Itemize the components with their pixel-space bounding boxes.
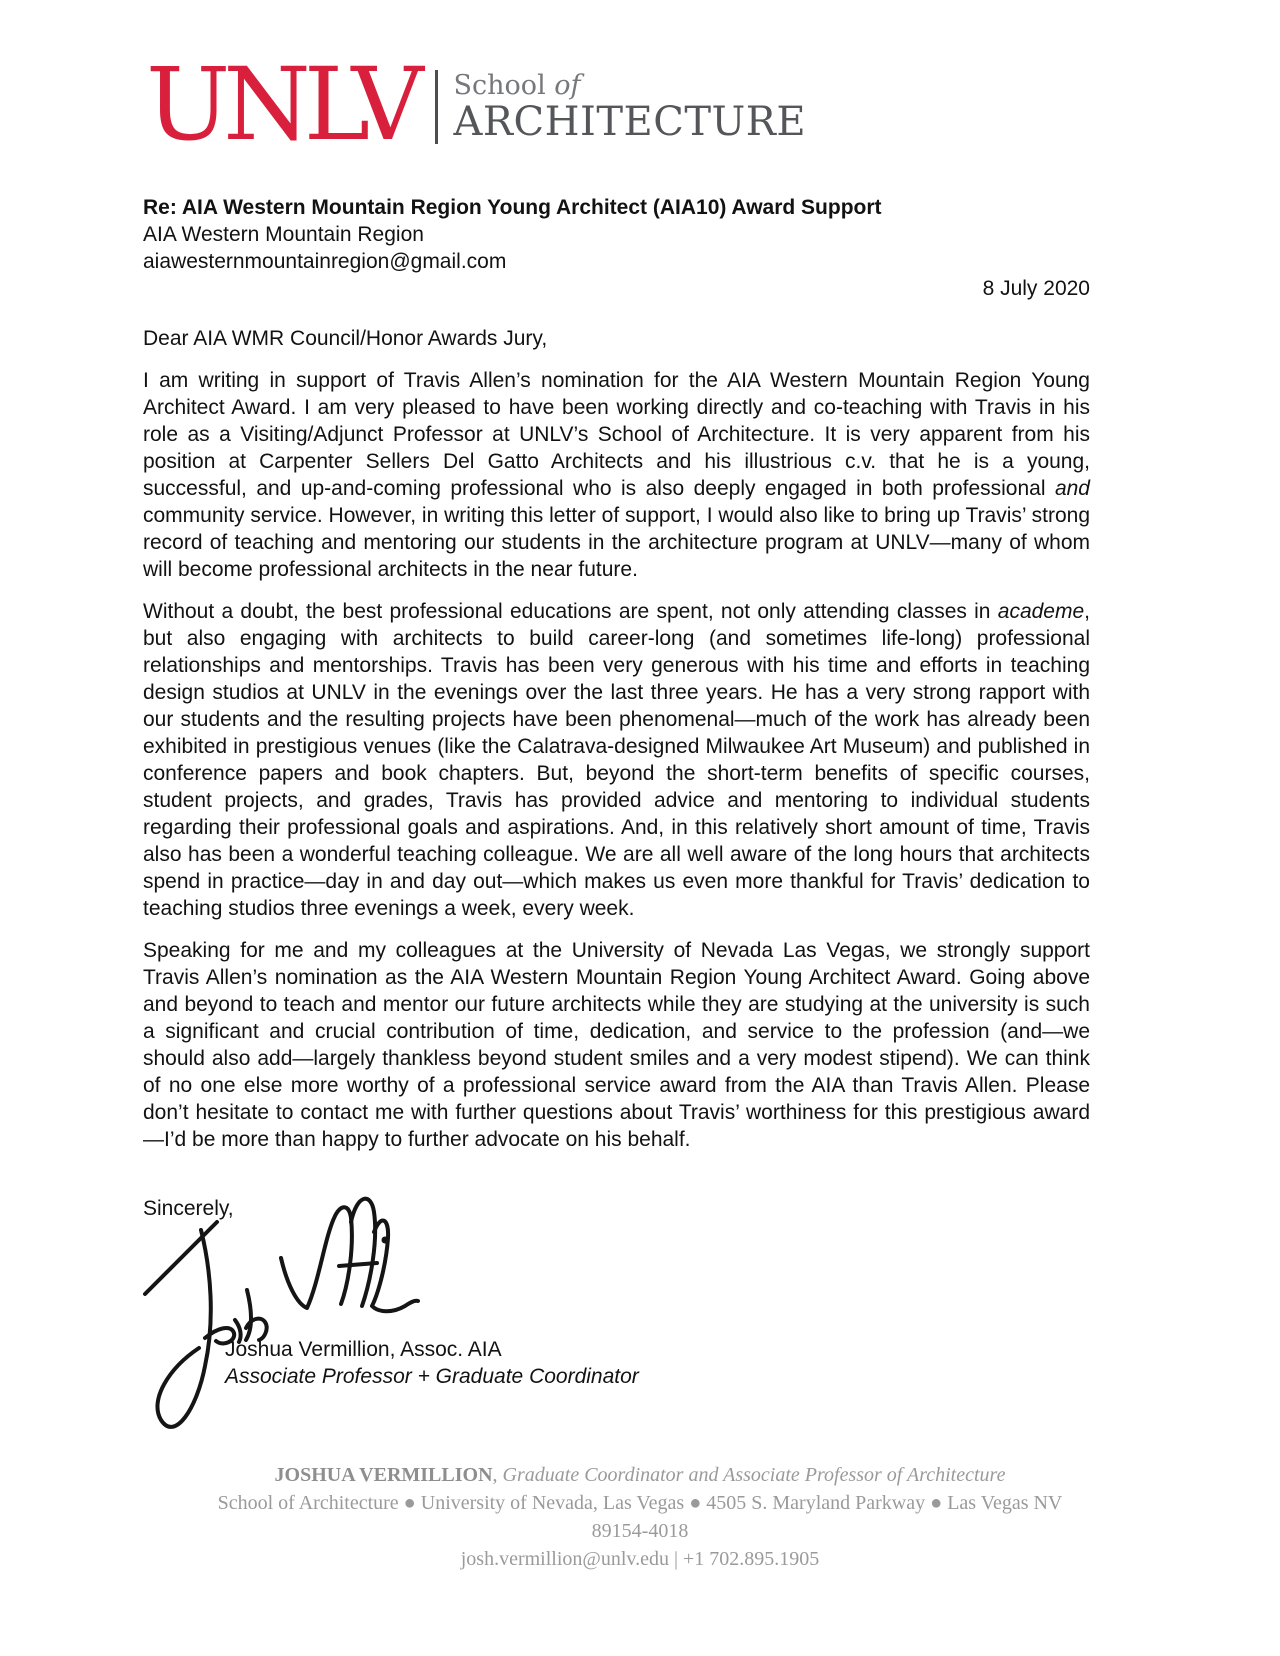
footer-zip-line: 89154-4018 xyxy=(591,1520,689,1542)
footer-name-title-line xyxy=(0,1461,1280,1489)
unlv-architecture-logo xyxy=(146,46,1280,163)
recipient-email: aiawesternmountainregion@gmail.com xyxy=(143,250,507,273)
greeting: Dear AIA WMR Council/Honor Awards Jury, xyxy=(143,327,548,350)
letter-date: 8 July 2020 xyxy=(982,277,1090,300)
footer-name-separator: , xyxy=(492,1464,503,1486)
handwritten-signature-image xyxy=(135,1170,420,1440)
paragraph-1-text-cont: community service. However, in writing this letter of support, I would also like to bring up Travis’ strong record of teaching and mentoring our students in the architecture program at UNLV—many of whom will become professional architects in the near future. xyxy=(143,504,1090,581)
paragraph-2-text: Without a doubt, the best professional educations are spent, not only attending classes in xyxy=(143,600,998,623)
paragraph-1 xyxy=(143,367,1090,583)
unlv-wordmark: UNLV xyxy=(146,46,417,163)
logo-architecture-text: ARCHITECTURE xyxy=(453,99,807,145)
logo-school-block xyxy=(454,66,806,144)
footer-contact-line: josh.vermillion@unlv.edu | +1 702.895.1905 xyxy=(460,1548,820,1570)
paragraph-2-text-cont: , but also engaging with architects to build career-long (and sometimes life-long) professional relationships and mentorships. Travis has been very generous with his time and efforts in teaching design studios at UNLV in the evenings over the last three years. He has a very strong rapport with our students and the resulting projects have been phenomenal—much of the work has already been exhibited in prestigious venues (like the Calatrava-designed Milwaukee Art Museum) and published in conference papers and book chapters. But, beyond the short-term benefits of specific courses, student projects, and grades, Travis has provided advice and mentoring to individual students regarding their professional goals and aspirations. And, in this relatively short amount of time, Travis also has been a wonderful teaching colleague. We are all well aware of the long hours that architects spend in practice—day in and day out—which makes us even more thankful for Travis’ dedication to teaching studios three evenings a week, every week. xyxy=(143,600,1090,920)
closing-salutation: Sincerely, xyxy=(143,1197,234,1220)
signer-name: Joshua Vermillion, Assoc. AIA xyxy=(225,1338,502,1361)
logo-of-text: of xyxy=(554,70,581,101)
signature-section xyxy=(143,1195,1090,1390)
paragraph-2 xyxy=(143,598,1090,922)
letterhead-footer xyxy=(0,1461,1280,1573)
paragraph-1-emphasis: and xyxy=(1054,477,1090,500)
paragraph-2-emphasis: academe xyxy=(997,600,1085,623)
letter-body xyxy=(143,194,1090,1390)
subject-line: Re: AIA Western Mountain Region Young Architect (AIA10) Award Support xyxy=(143,196,882,219)
logo-divider xyxy=(435,70,438,144)
footer-address-line: School of Architecture ● University of Nevada, Las Vegas ● 4505 S. Maryland Parkway ● Las Vegas NV xyxy=(217,1492,1063,1514)
paragraph-3: Speaking for me and my colleagues at the University of Nevada Las Vegas, we strongly support Travis Allen’s nomination as the AIA Western Mountain Region Young Architect Award. Going above and beyond to teach and mentor our future architects while they are studying at the university is such a significant and crucial contribution of time, dedication, and service to the profession (and—we should also add—largely thankless beyond student smiles and a very modest stipend). We can think of no one else more worthy of a professional service award from the AIA than Travis Allen. Please don’t hesitate to contact me with further questions about Travis’ worthiness for this prestigious award—I’d be more than happy to further advocate on his behalf. xyxy=(143,939,1090,1151)
paragraph-1-text: I am writing in support of Travis Allen’s nomination for the AIA Western Mountain Region Young Architect Award. I am very pleased to have been working directly and co-teaching with Travis in his role as a Visiting/Adjunct Professor at UNLV’s School of Architecture. It is very apparent from his position at Carpenter Sellers Del Gatto Architects and his illustrious c.v. that he is a young, successful, and up-and-coming professional who is also deeply engaged in both professional xyxy=(143,369,1090,500)
logo-school-text: School xyxy=(453,70,555,101)
footer-name: JOSHUA VERMILLION xyxy=(274,1464,493,1486)
signer-title: Associate Professor + Graduate Coordinator xyxy=(225,1365,639,1388)
logo-school-of xyxy=(454,72,806,100)
recipient-organization: AIA Western Mountain Region xyxy=(143,223,424,246)
footer-title: Graduate Coordinator and Associate Professor of Architecture xyxy=(502,1464,1006,1486)
